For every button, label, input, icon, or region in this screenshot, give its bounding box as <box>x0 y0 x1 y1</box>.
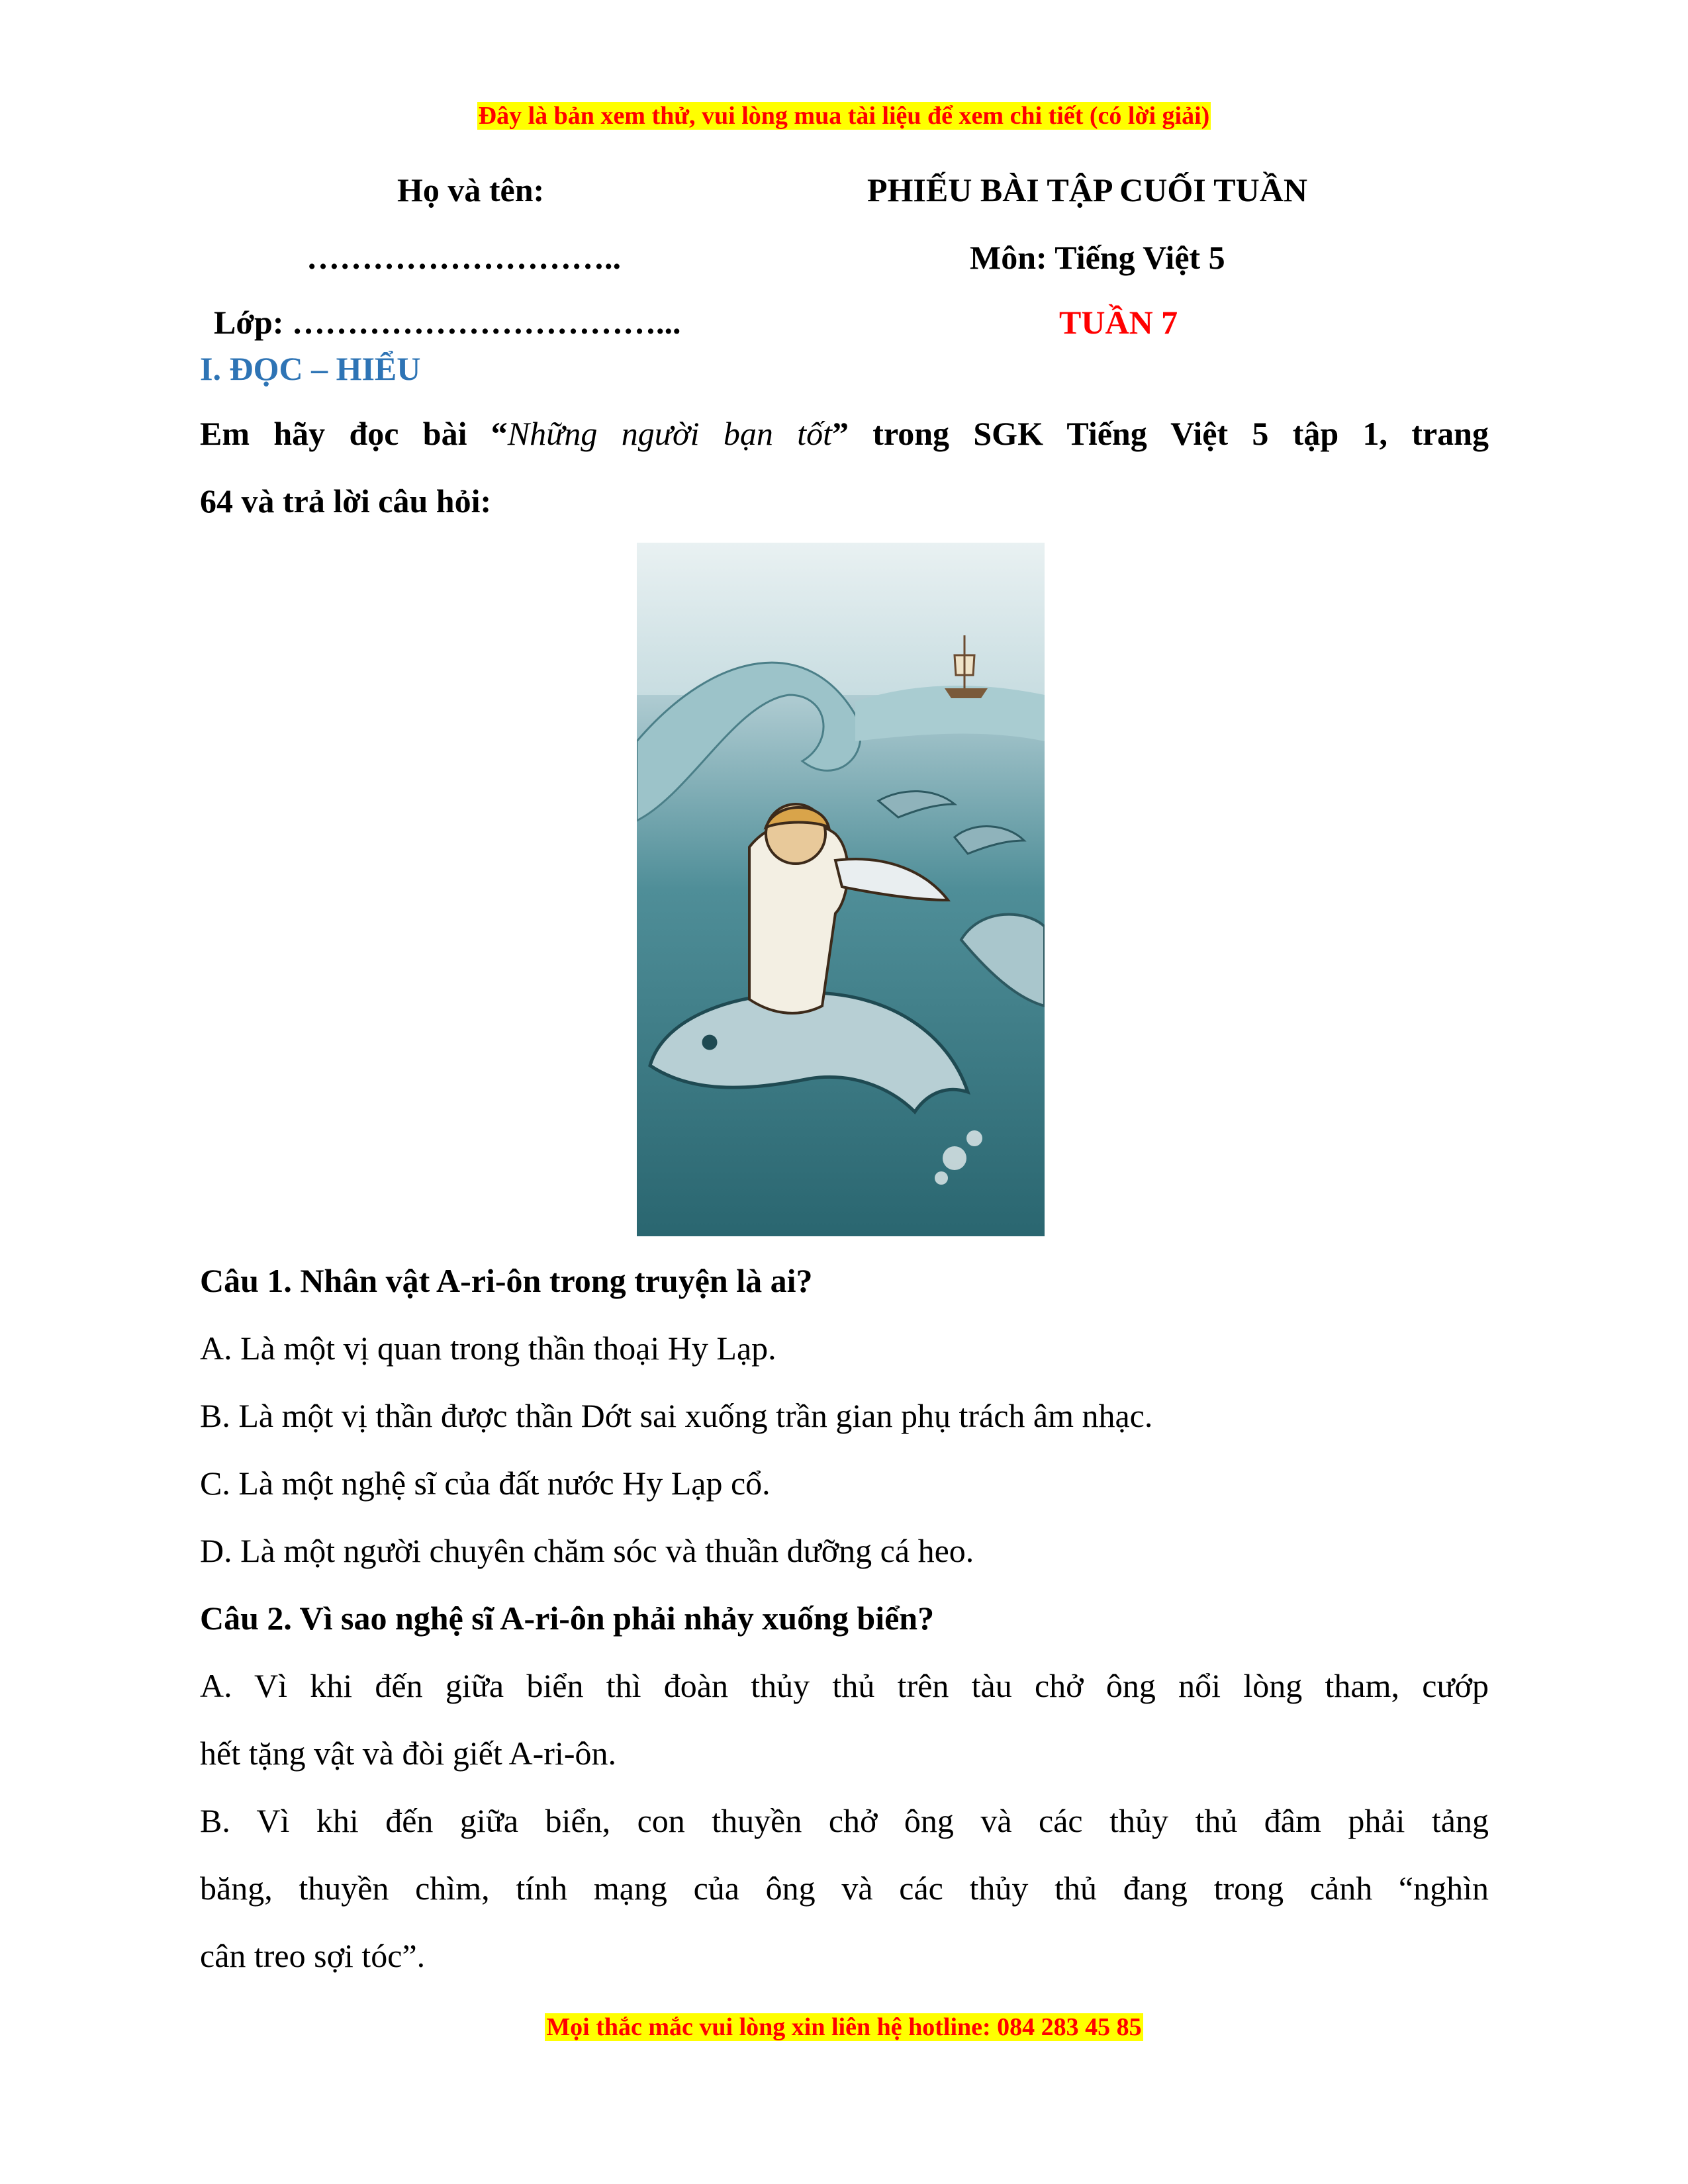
subject-label: Môn: Tiếng Việt 5 <box>970 239 1225 276</box>
q1-option-c: C. Là một nghệ sĩ của đất nước Hy Lạp cổ. <box>200 1465 771 1502</box>
sky <box>637 543 1045 695</box>
dolphin-illustration <box>637 543 1045 1236</box>
q2-option-a-line-1: A. Vì khi đến giữa biển thì đoàn thủy thủ trên tàu chở ông nổi lòng tham, cướp <box>200 1667 1489 1704</box>
hotline-notice-text: Mọi thắc mắc vui lòng xin liên hệ hotline: 084 283 45 85 <box>546 2013 1142 2041</box>
q2-option-b-line-1: B. Vì khi đến giữa biển, con thuyền chở ông và các thủy thủ đâm phải tảng <box>200 1802 1489 1839</box>
question-2: Câu 2. Vì sao nghệ sĩ A-ri-ôn phải nhảy xuống biển? <box>200 1600 935 1637</box>
preview-notice-text: Đây là bản xem thử, vui lòng mua tài liệu để xem chi tiết (có lời giải) <box>478 102 1210 130</box>
q1-option-a: A. Là một vị quan trong thần thoại Hy Lạp. <box>200 1330 776 1367</box>
intro-line-1 <box>200 414 1489 453</box>
intro-prefix: Em hãy đọc bài “ <box>200 415 508 452</box>
q2-option-b-line-3: cân treo sợi tóc”. <box>200 1937 426 1974</box>
q1-option-b: B. Là một vị thần được thần Dớt sai xuống trần gian phụ trách âm nhạc. <box>200 1397 1153 1434</box>
intro-line-2: 64 và trả lời câu hỏi: <box>200 482 492 520</box>
name-label: Họ và tên: <box>397 171 545 208</box>
question-1: Câu 1. Nhân vật A-ri-ôn trong truyện là ai? <box>200 1262 813 1299</box>
week-label: TUẦN 7 <box>1059 304 1178 341</box>
hotline-notice <box>0 2012 1688 2042</box>
section-title: I. ĐỌC – HIỂU <box>200 350 421 387</box>
preview-notice <box>0 101 1688 131</box>
q2-option-a-line-2: hết tặng vật và đòi giết A-ri-ôn. <box>200 1735 617 1772</box>
class-label: Lớp: ……………………………... <box>214 304 681 341</box>
intro-suffix: ” trong SGK Tiếng Việt 5 tập 1, trang <box>831 415 1489 452</box>
reading-title: Những người bạn tốt <box>507 415 832 452</box>
sheet-title: PHIẾU BÀI TẬP CUỐI TUẦN <box>867 171 1307 208</box>
q2-option-b-line-2: băng, thuyền chìm, tính mạng của ông và các thủy thủ đang trong cảnh “nghìn <box>200 1870 1489 1907</box>
q1-option-d: D. Là một người chuyên chăm sóc và thuần dưỡng cá heo. <box>200 1532 974 1569</box>
name-dots: ……………………….. <box>306 239 621 276</box>
